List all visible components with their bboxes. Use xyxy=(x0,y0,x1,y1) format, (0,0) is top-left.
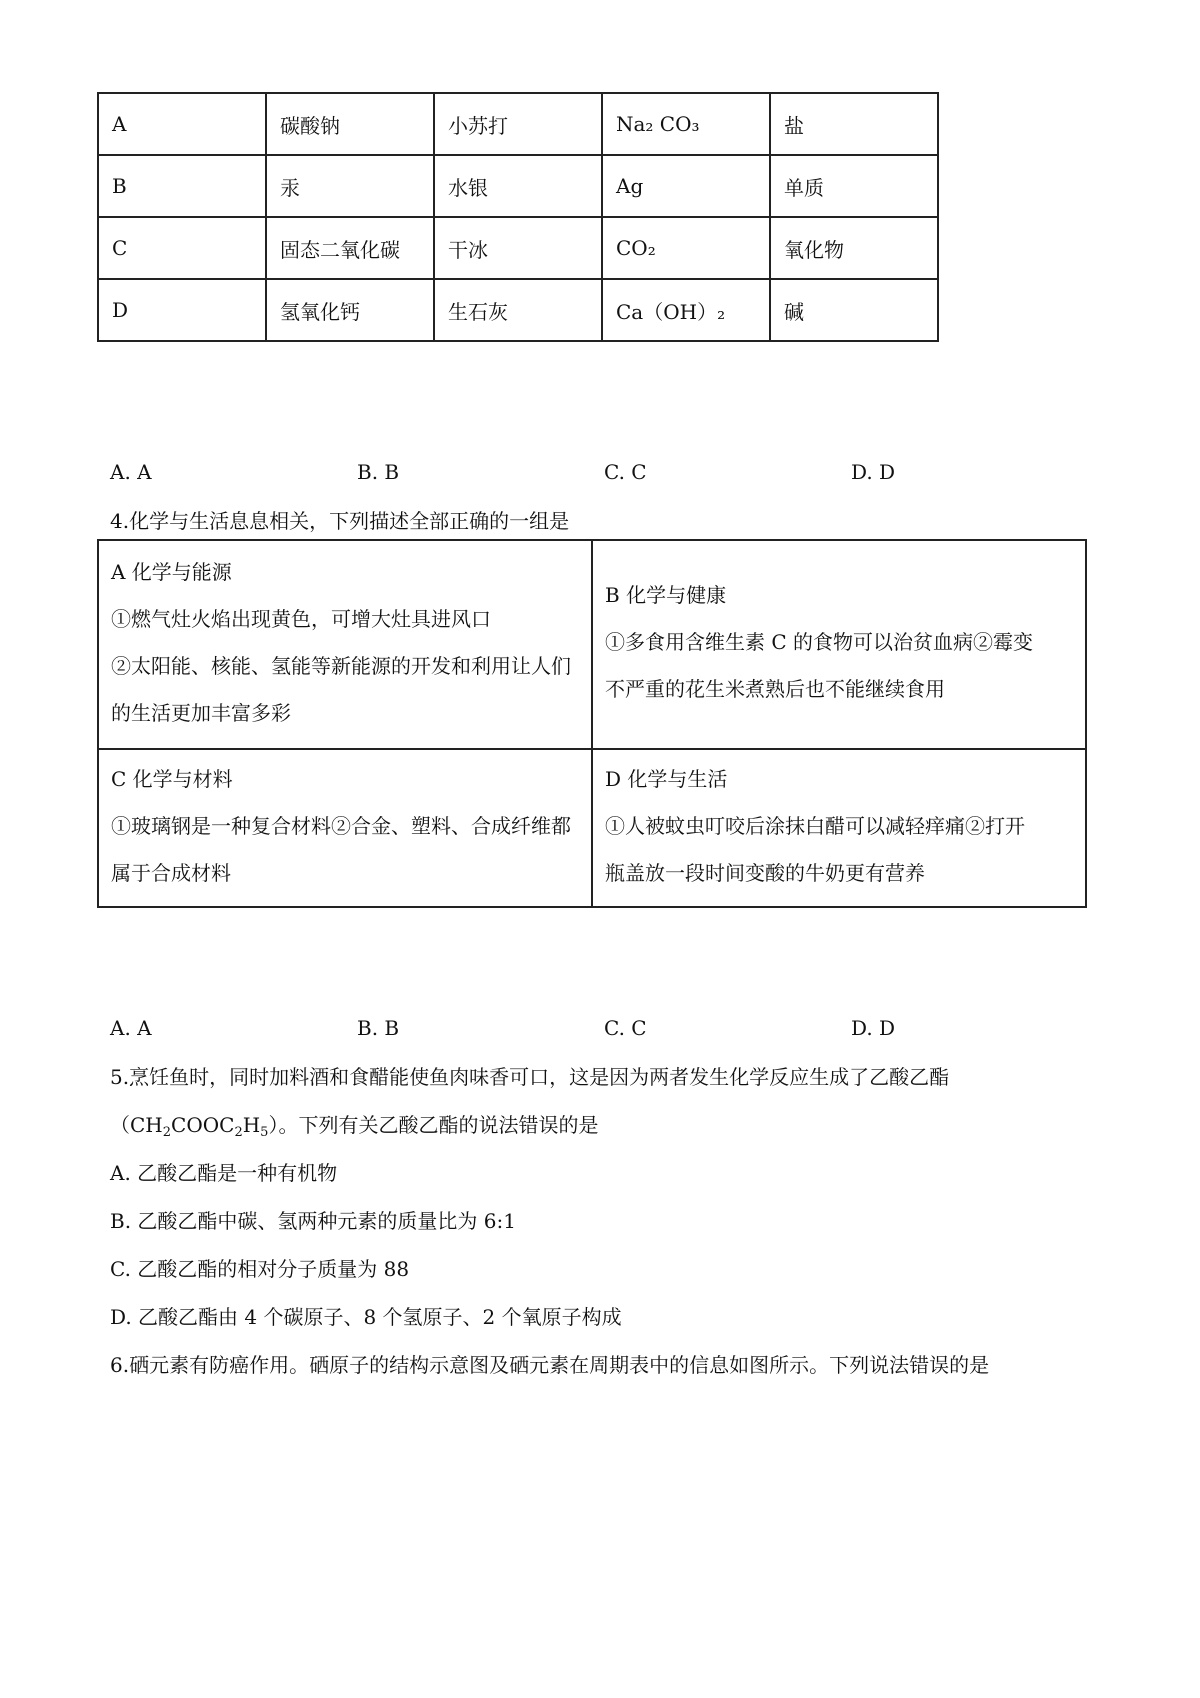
table-cell: 氢氧化钙 xyxy=(266,279,434,341)
q4-option-c[interactable]: C. C xyxy=(604,1016,647,1040)
q5-stem-formula-line xyxy=(110,1109,598,1140)
q4-cell-c-line: C 化学与材料 xyxy=(111,766,233,791)
q4-option-a[interactable]: A. A xyxy=(110,1016,152,1040)
q3-option-d[interactable]: D. D xyxy=(851,460,896,484)
q3-option-c[interactable]: C. C xyxy=(604,460,647,484)
q4-cell-a-line: A 化学与能源 xyxy=(111,559,232,584)
q4-cell-b xyxy=(592,540,1086,749)
q3-option-b[interactable]: B. B xyxy=(357,460,400,484)
q4-cell-b-line: B 化学与健康 xyxy=(605,583,727,607)
formula-subscript: 2 xyxy=(234,1125,243,1140)
table-cell: CO₂ xyxy=(602,217,770,279)
formula-text: （CH xyxy=(110,1113,163,1137)
q4-cell-a xyxy=(98,540,592,749)
table-cell: Ag xyxy=(602,155,770,217)
q4-cell-d-line: 瓶盖放一段时间变酸的牛奶更有营养 xyxy=(605,860,926,885)
table-row xyxy=(98,279,938,341)
table-cell: 汞 xyxy=(266,155,434,217)
table-cell: Ca（OH）₂ xyxy=(602,279,770,341)
q4-cell-a-line: 的生活更加丰富多彩 xyxy=(111,700,291,725)
q4-cell-b-line: ①多食用含维生素 C 的食物可以治贫血病②霉变 xyxy=(605,630,1034,654)
q4-cell-a-line: ①燃气灶火焰出现黄色，可增大灶具进风口 xyxy=(111,606,491,631)
q5-option-a[interactable]: A. 乙酸乙酯是一种有机物 xyxy=(110,1161,338,1185)
table-cell: D xyxy=(98,279,266,341)
table-cell: 固态二氧化碳 xyxy=(266,217,434,279)
q3-options xyxy=(110,460,1110,490)
q4-option-d[interactable]: D. D xyxy=(851,1016,896,1040)
table-row xyxy=(98,155,938,217)
q4-table xyxy=(97,539,1087,908)
q4-cell-c-line: ①玻璃钢是一种复合材料②合金、塑料、合成纤维都 xyxy=(111,813,571,838)
table-cell: 小苏打 xyxy=(434,93,602,155)
q6-stem: 6.硒元素有防癌作用。硒原子的结构示意图及硒元素在周期表中的信息如图所示。下列说法错误的是 xyxy=(110,1353,990,1377)
table-row xyxy=(98,217,938,279)
table-cell: B xyxy=(98,155,266,217)
formula-subscript: 2 xyxy=(162,1125,172,1140)
formula-text: ）。下列有关乙酸乙酯的说法错误的是 xyxy=(268,1113,599,1137)
substance-table xyxy=(97,92,939,342)
q4-cell-c-line: 属于合成材料 xyxy=(111,860,231,885)
table-row xyxy=(98,93,938,155)
q5-option-d[interactable]: D. 乙酸乙酯由 4 个碳原子、8 个氢原子、2 个氧原子构成 xyxy=(110,1305,622,1329)
table-cell: Na₂ CO₃ xyxy=(602,93,770,155)
q4-cell-a-line: ②太阳能、核能、氢能等新能源的开发和利用让人们 xyxy=(111,653,571,678)
table-cell: A xyxy=(98,93,266,155)
table-cell: 干冰 xyxy=(434,217,602,279)
table-cell: 生石灰 xyxy=(434,279,602,341)
table-cell: 氧化物 xyxy=(770,217,938,279)
q5-option-b[interactable]: B. 乙酸乙酯中碳、氢两种元素的质量比为 6:1 xyxy=(110,1209,516,1233)
q4-cell-b-line: 不严重的花生米煮熟后也不能继续食用 xyxy=(605,677,946,701)
q4-cell-d xyxy=(592,749,1086,907)
table-cell: 水银 xyxy=(434,155,602,217)
table-cell: C xyxy=(98,217,266,279)
q4-option-b[interactable]: B. B xyxy=(357,1016,400,1040)
formula-text: COOC xyxy=(171,1113,235,1137)
q4-stem: 4.化学与生活息息相关，下列描述全部正确的一组是 xyxy=(110,509,570,533)
table-cell: 碳酸钠 xyxy=(266,93,434,155)
q5-option-c[interactable]: C. 乙酸乙酯的相对分子质量为 88 xyxy=(110,1257,410,1281)
q4-options xyxy=(110,1016,1110,1046)
formula-subscript: 5 xyxy=(260,1125,269,1140)
table-cell: 盐 xyxy=(770,93,938,155)
q4-cell-d-line: D 化学与生活 xyxy=(605,766,728,791)
q4-cell-d-line: ①人被蚊虫叮咬后涂抹白醋可以减轻痒痛②打开 xyxy=(605,813,1026,838)
table-cell: 碱 xyxy=(770,279,938,341)
q5-stem: 5.烹饪鱼时，同时加料酒和食醋能使鱼肉味香可口，这是因为两者发生化学反应生成了乙酸乙酯 xyxy=(110,1065,950,1089)
formula-text: H xyxy=(242,1113,261,1137)
q3-option-a[interactable]: A. A xyxy=(110,460,152,484)
q4-cell-c xyxy=(98,749,592,907)
table-cell: 单质 xyxy=(770,155,938,217)
